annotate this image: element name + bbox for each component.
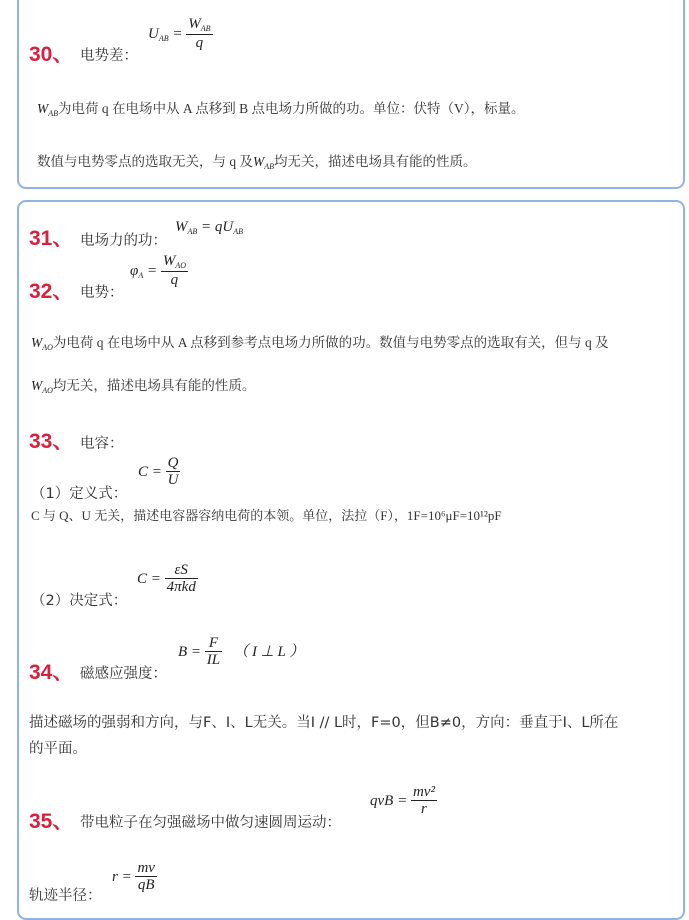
- label-field-work: 电场力的功：: [80, 233, 167, 249]
- line-34-2: 的平面。: [29, 741, 87, 757]
- line-30-2: 数值与电势零点的选取无关，与 q 及$W_{AB}$均无关，描述电场具有能的性质。: [37, 154, 477, 171]
- line-33-note: C 与 Q、U 无关，描述电容器容纳电荷的本领。单位，法拉（F），1F=10⁶μF=10¹²pF: [31, 508, 502, 523]
- label-potential-difference: 电势差：: [80, 48, 138, 64]
- label-radius: 轨迹半径：: [29, 888, 102, 904]
- item-number-35: 35、: [29, 810, 74, 833]
- item-number-30: 30、: [29, 43, 74, 66]
- line-32-2: $W_{AO}$均无关，描述电场具有能的性质。: [31, 378, 256, 395]
- label-circular-motion: 带电粒子在匀强磁场中做匀速圆周运动：: [80, 815, 341, 831]
- formula-potential: $\varphi_A$ = $\frac{W_{AO}}{q}$: [130, 253, 186, 288]
- label-decision-formula: （2）决定式：: [31, 593, 128, 609]
- formula-potential-difference: $U_{AB}$ = $\frac{W_{AB}}{q}$: [148, 16, 211, 51]
- line-30-1: $W_{AB}$为电荷 q 在电场中从 A 点移到 B 点电场力所做的功。单位：伏特（V），标量。: [37, 101, 525, 118]
- label-definition-formula: （1）定义式：: [31, 486, 128, 502]
- formula-radius: r = $\frac{mv}{qB}$: [112, 860, 155, 893]
- line-34-1: 描述磁场的强弱和方向，与F、I、L无关。当I // L时，F=0，但B≠0，方向：垂直于I、L所在: [29, 715, 619, 731]
- item-number-34: 34、: [29, 661, 74, 684]
- formula-magnetic-induction: B = $\frac{F}{IL}$ （ I ⊥ L ）: [178, 635, 305, 668]
- line-32-1: $W_{AO}$为电荷 q 在电场中从 A 点移到参考点电场力所做的功。数值与电势零点的选取有关，但与 q 及: [31, 335, 609, 352]
- label-magnetic-induction: 磁感应强度：: [80, 666, 167, 682]
- formula-field-work: $W_{AB} = qU_{AB}$: [175, 219, 244, 236]
- item-number-32: 32、: [29, 280, 74, 303]
- item-number-33: 33、: [29, 430, 74, 453]
- formula-circular-motion: qvB = $\frac{\text{mv²}}{r}$: [370, 784, 435, 817]
- label-capacitance: 电容：: [80, 436, 124, 452]
- formula-capacitance-decision: C = $\frac{\varepsilon S}{\text{4πkd}}$: [137, 562, 196, 595]
- label-potential: 电势：: [80, 285, 124, 301]
- formula-capacitance-definition: C = $\frac{Q}{U}$: [138, 455, 179, 488]
- item-number-31: 31、: [29, 227, 74, 250]
